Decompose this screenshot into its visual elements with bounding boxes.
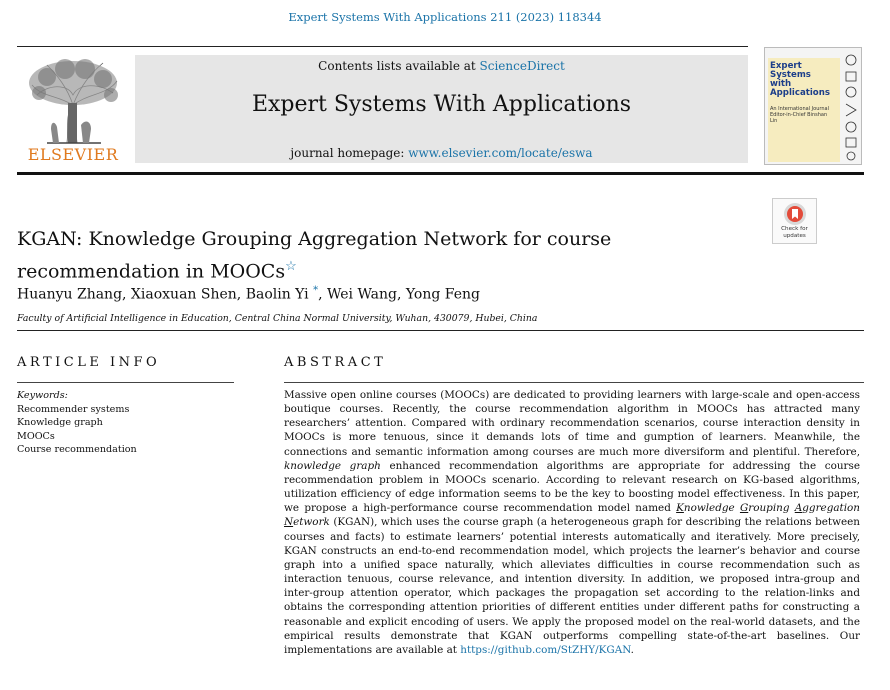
- title-footnote-star-icon[interactable]: ☆: [285, 259, 297, 274]
- check-for-updates-label: Check for updates: [781, 226, 808, 239]
- cover-title: Expert Systems with Applications: [770, 61, 830, 98]
- keyword: MOOCs: [17, 430, 55, 442]
- sciencedirect-link[interactable]: ScienceDirect: [479, 59, 565, 73]
- article-info-rule: [17, 382, 234, 383]
- abstract-rule: [284, 382, 864, 383]
- cover-subtitle: An International Journal Editor-in-Chief Binshan Lin: [770, 106, 829, 124]
- contents-line: Contents lists available at ScienceDirect: [318, 59, 565, 73]
- author-list: Huanyu Zhang, Xiaoxuan Shen, Baolin Yi *, Wei Wang, Yong Feng: [17, 285, 480, 303]
- journal-cover[interactable]: [764, 47, 862, 165]
- check-for-updates-badge[interactable]: [772, 198, 817, 244]
- affiliation: Faculty of Artificial Intelligence in Education, Central China Normal University, Wuhan, 430079, Hubei, China: [17, 313, 538, 324]
- header-rule-thick: [17, 172, 864, 175]
- keywords-label: Keywords:: [17, 390, 68, 401]
- corresponding-author-mark[interactable]: *: [313, 285, 319, 296]
- keyword: Course recommendation: [17, 444, 137, 455]
- keyword: Knowledge graph: [17, 417, 103, 428]
- article-info-heading: ARTICLE INFO: [17, 355, 161, 370]
- github-repo-link[interactable]: https://github.com/StZHY/KGAN: [460, 643, 631, 656]
- keywords-block: [17, 389, 137, 457]
- publisher-wordmark: ELSEVIER: [27, 145, 119, 164]
- journal-title: Expert Systems With Applications: [251, 92, 632, 117]
- cover-diagram-icon: [843, 52, 859, 162]
- abstract-heading: ABSTRACT: [284, 355, 387, 370]
- abstract-text: Massive open online courses (MOOCs) are dedicated to providing learners with large-scale and open-access boutique courses. Recently, the course recommendation algorithm in MOOCs has attracted many researchers’ attention. Compared with ordinary recommendation scenarios, course interaction density in MOOCs is more tenuous, since it demands lots of time and gumption of learners. Meanwhile, the connections and semantic information among courses are much more diversiform and plentiful. Therefore, knowledge graph enhanced recommendation algorithms are appropriate for addressing the course recommendation problem in MOOCs scenario. According to relevant research on KG-based algorithms, utilization efficiency of edge information seems to be the key to boosting model effectiveness. In this paper, we propose a high-performance course recommendation model named Knowledge Grouping Aggregation Network (KGAN), which uses the course graph (a heterogeneous graph for describing the relations between courses and facts) to estimate learners’ potential interests automatically and iteratively. More precisely, KGAN constructs an end-to-end recommendation model, which projects the learner’s behavior and course graph into a unified space naturally, which alleviates difficulties in course recommendation such as interaction tenuous, course relevance, and intention diversity. In addition, we proposed intra-group and inter-group attention operator, which packages the propagation set according to the relation-links and obtains the corresponding attention priorities of different entities under different paths for constructing a reasonable and explicit encoding of users. We apply the proposed model on the real-world datasets, and the empirical results demonstrate that KGAN outperforms compelling state-of-the-art baselines. Our implementations are available at https://github.com/StZHY/KGAN.: [284, 389, 860, 656]
- bookmark-icon: [783, 202, 807, 226]
- journal-citation[interactable]: Expert Systems With Applications 211 (2023) 118344: [288, 10, 602, 24]
- homepage-link[interactable]: www.elsevier.com/locate/eswa: [408, 146, 593, 160]
- homepage-line: journal homepage: www.elsevier.com/locate/eswa: [290, 146, 593, 160]
- keyword: Recommender systems: [17, 403, 130, 415]
- header-rule-top: [17, 46, 748, 47]
- article-title: KGAN: Knowledge Grouping Aggregation Network for course recommendation in MOOCs☆: [17, 228, 612, 283]
- section-rule: [17, 330, 864, 331]
